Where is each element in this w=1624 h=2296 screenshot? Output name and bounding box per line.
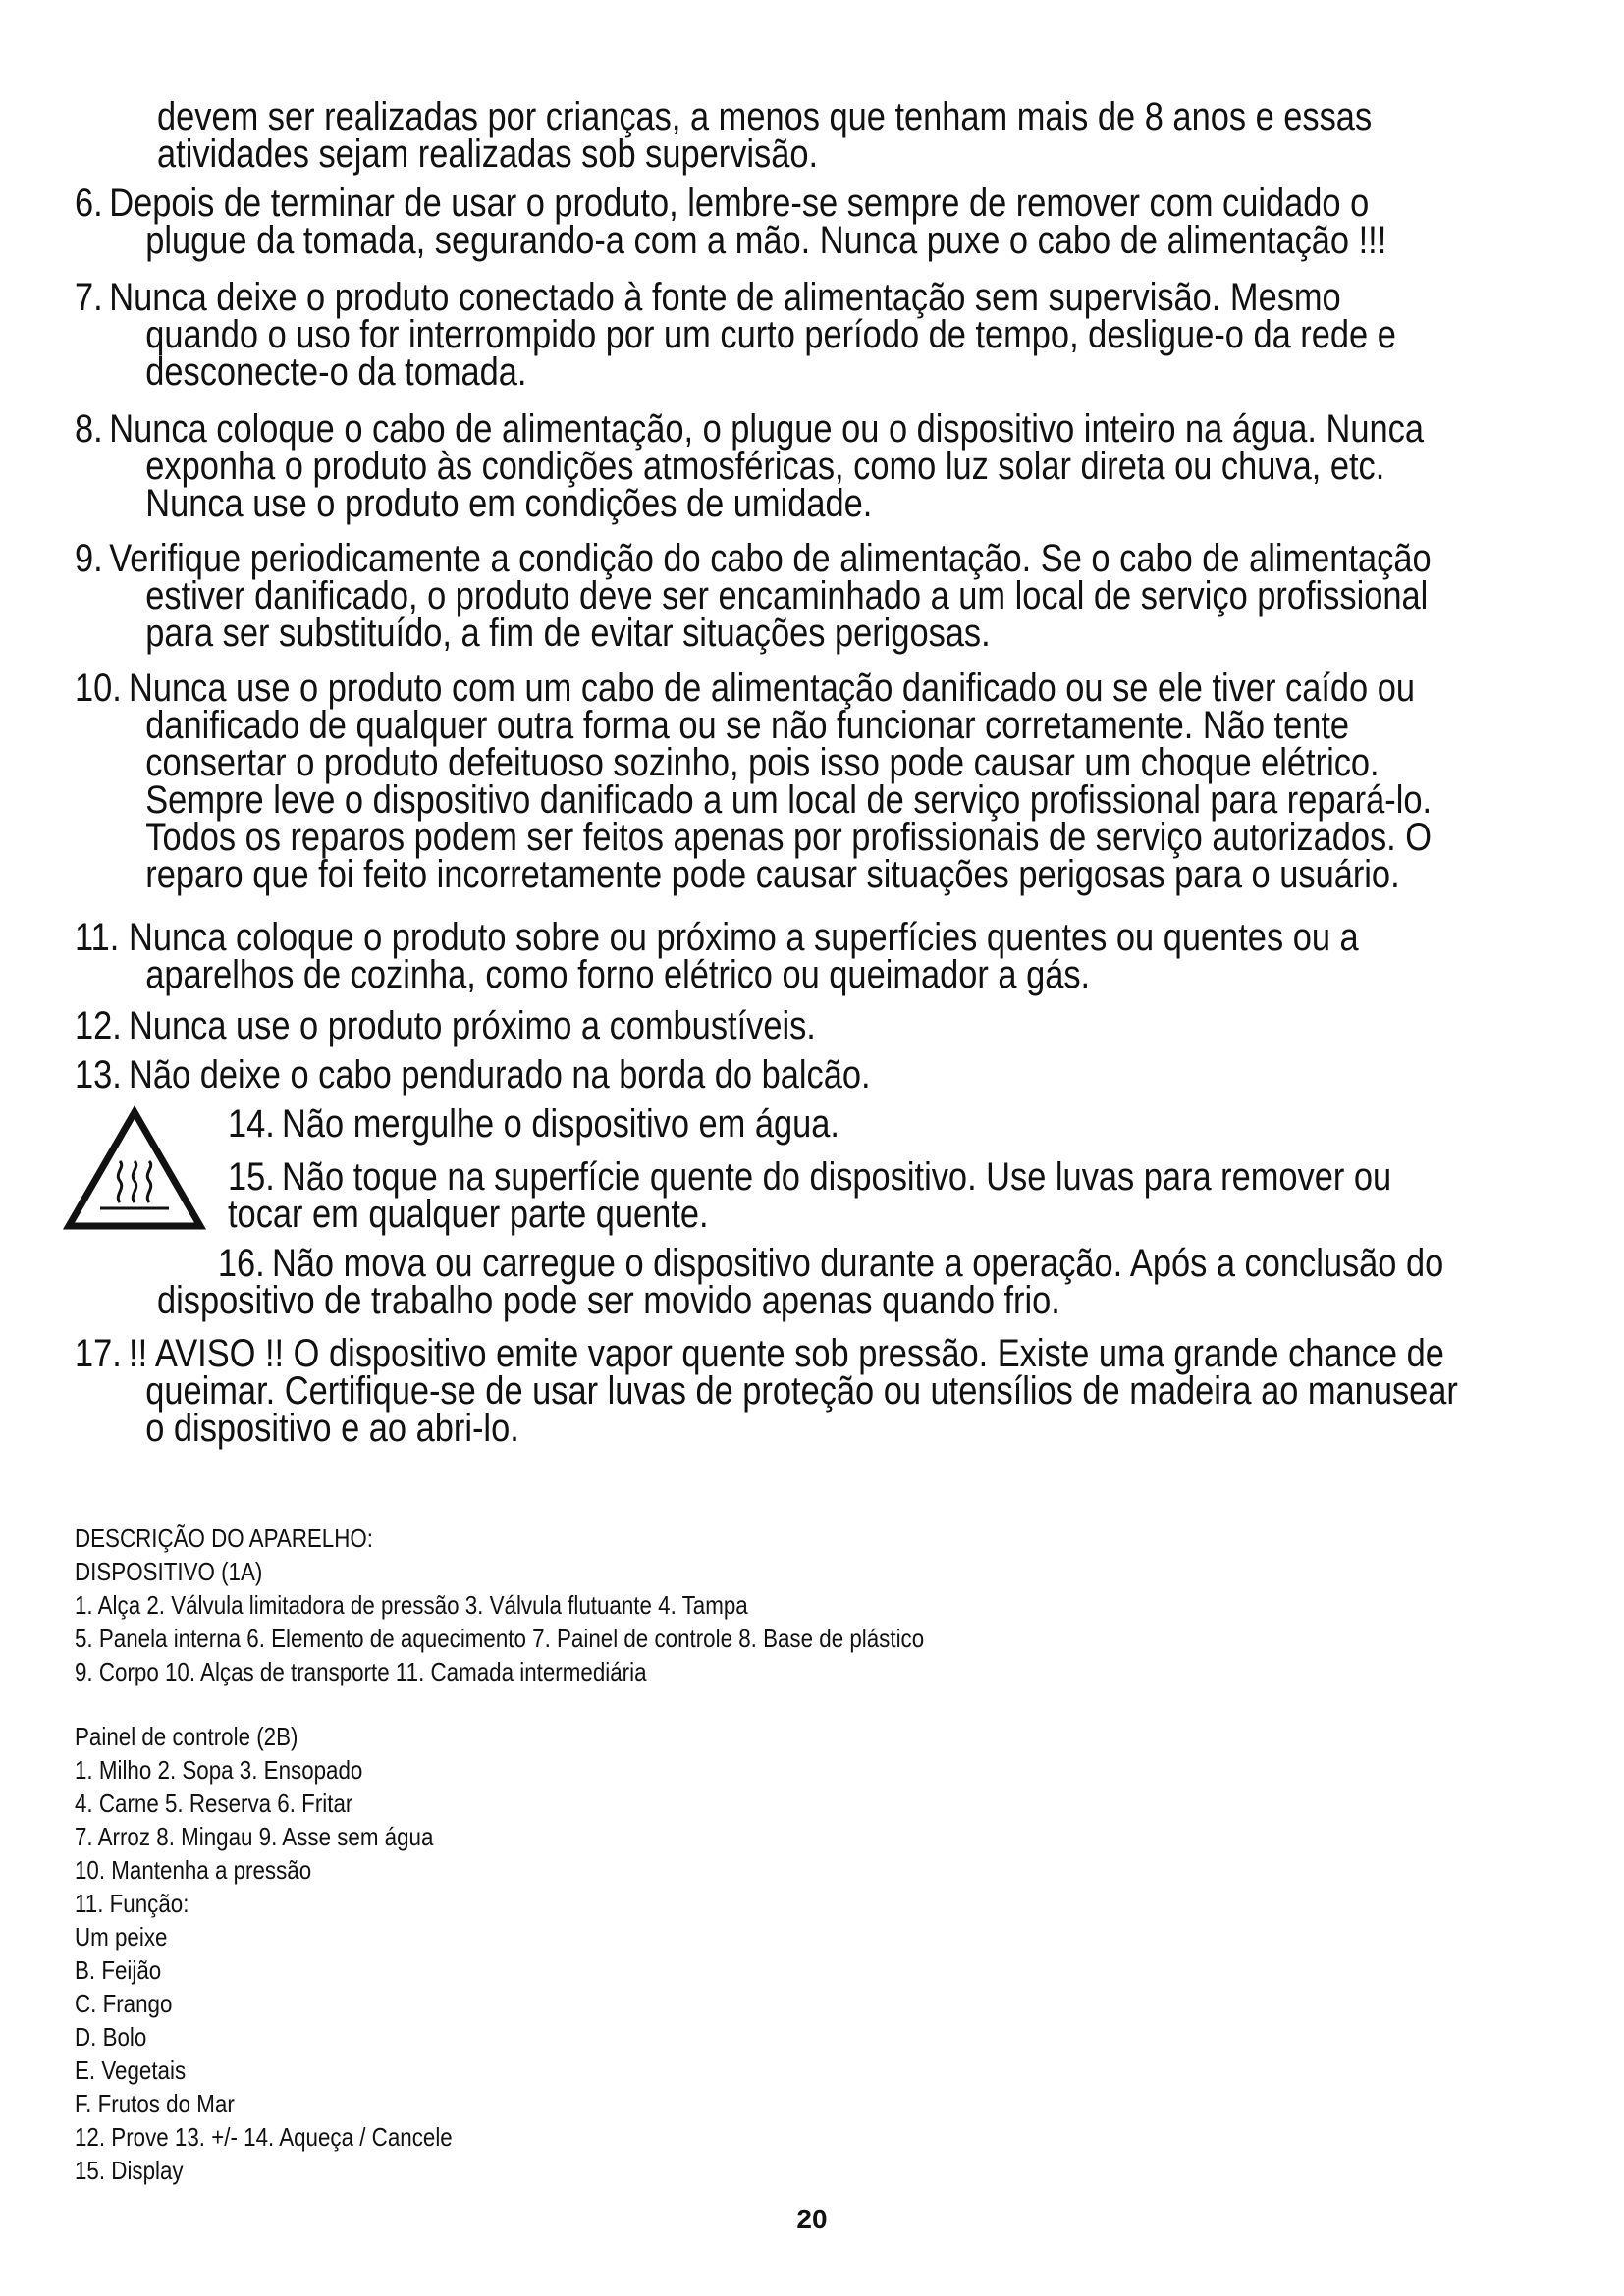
item-number: 6. [75, 182, 103, 225]
item-line: Depois de terminar de usar o produto, lembre-se sempre de remover com cuidado o [109, 182, 1370, 225]
control-panel-line: 10. Mantenha a pressão [75, 1855, 312, 1885]
item-line: reparo que foi feito incorretamente pode causar situações perigosas para o usuário. [145, 853, 1400, 896]
description-subheading: DISPOSITIVO (1A) [75, 1557, 263, 1586]
item-number: 12. [75, 1004, 122, 1047]
control-panel-line: 15. Display [75, 2156, 184, 2185]
item-number: 9. [75, 537, 103, 580]
control-panel-line: F. Frutos do Mar [75, 2089, 235, 2118]
list-item-15 [228, 1155, 1392, 1236]
item-line: danificado de qualquer outra forma ou se não funcionar corretamente. Não tente [145, 704, 1350, 747]
intro-paragraph [157, 95, 1373, 176]
control-panel-line: 7. Arroz 8. Mingau 9. Asse sem água [75, 1822, 434, 1851]
list-item-16 [157, 1242, 1444, 1322]
list-item-14 [228, 1102, 839, 1146]
control-panel-line: C. Frango [75, 1989, 173, 2018]
list-item-7 [75, 276, 1396, 394]
control-panel-line: 11. Função: [75, 1889, 189, 1918]
item-line: Não deixe o cabo pendurado na borda do balcão. [129, 1053, 871, 1096]
item-line: para ser substituído, a fim de evitar situações perigosas. [145, 612, 991, 655]
intro-line: atividades sejam realizadas sob supervisão. [157, 133, 819, 176]
item-line: Nunca deixe o produto conectado à fonte de alimentação sem supervisão. Mesmo [109, 276, 1341, 319]
control-panel-line: D. Bolo [75, 2022, 147, 2052]
item-line: Nunca use o produto com um cabo de alimentação danificado ou se ele tiver caído ou [129, 667, 1415, 710]
list-item-12 [75, 1004, 816, 1047]
description-line: 5. Panela interna 6. Elemento de aquecimento 7. Painel de controle 8. Base de plástico [75, 1624, 925, 1653]
item-line: aparelhos de cozinha, como forno elétrico ou queimador a gás. [145, 953, 1091, 996]
item-number: 14. [228, 1102, 275, 1146]
description-heading: DESCRIÇÃO DO APARELHO: [75, 1523, 374, 1553]
list-item-11 [75, 916, 1359, 996]
item-number: 17. [75, 1332, 122, 1375]
device-description [75, 1522, 924, 1688]
item-line: Nunca coloque o cabo de alimentação, o plugue ou o dispositivo inteiro na água. Nunca [109, 407, 1424, 451]
item-line: desconecte-o da tomada. [145, 350, 527, 394]
item-number: 13. [75, 1053, 122, 1096]
hot-surface-warning-icon [61, 1104, 208, 1237]
control-panel-line: 12. Prove 13. +/- 14. Aqueça / Cancele [75, 2122, 453, 2152]
item-line: !! AVISO !! O dispositivo emite vapor quente sob pressão. Existe uma grande chance de [129, 1332, 1444, 1375]
item-number: 10. [75, 667, 122, 710]
item-line: plugue da tomada, segurando-a com a mão. Nunca puxe o cabo de alimentação !!! [145, 219, 1387, 262]
item-number: 11. [75, 916, 120, 959]
item-line: Verifique periodicamente a condição do cabo de alimentação. Se o cabo de alimentação [109, 537, 1432, 580]
intro-line: devem ser realizadas por crianças, a menos que tenham mais de 8 anos e essas [157, 95, 1373, 138]
control-panel-line: Um peixe [75, 1922, 168, 1951]
item-line: Não mergulhe o dispositivo em água. [282, 1102, 839, 1146]
control-panel-line: 1. Milho 2. Sopa 3. Ensopado [75, 1755, 363, 1785]
item-line: o dispositivo e ao abri-lo. [145, 1407, 519, 1450]
control-panel-line: 4. Carne 5. Reserva 6. Fritar [75, 1789, 353, 1818]
list-item-17 [75, 1332, 1458, 1450]
item-line: Não toque na superfície quente do dispositivo. Use luvas para remover ou [282, 1155, 1392, 1199]
list-item-8 [75, 407, 1424, 525]
control-panel-heading: Painel de controle (2B) [75, 1722, 298, 1751]
item-line: Nunca use o produto em condições de umidade. [145, 482, 873, 525]
item-number: 7. [75, 276, 103, 319]
page-number: 20 [796, 2204, 828, 2234]
control-panel-line: E. Vegetais [75, 2056, 187, 2085]
item-line: Nunca coloque o produto sobre ou próximo a superfícies quentes ou quentes ou a [129, 916, 1359, 959]
control-panel-line: B. Feijão [75, 1955, 162, 1985]
item-line: Não mova ou carregue o dispositivo durante a operação. Após a conclusão do [271, 1242, 1444, 1285]
list-item-9 [75, 537, 1432, 655]
item-number: 8. [75, 407, 103, 451]
item-number: 16. [217, 1242, 265, 1285]
item-line: consertar o produto defeituoso sozinho, pois isso pode causar um choque elétrico. [145, 741, 1380, 784]
item-line: Nunca use o produto próximo a combustíveis. [129, 1004, 816, 1047]
item-line: tocar em qualquer parte quente. [228, 1193, 709, 1236]
item-line: dispositivo de trabalho pode ser movido apenas quando frio. [157, 1279, 1060, 1322]
item-line: queimar. Certifique-se de usar luvas de proteção ou utensílios de madeira ao manusear [145, 1369, 1458, 1413]
item-line: quando o uso for interrompido por um curto período de tempo, desligue-o da rede e [145, 313, 1396, 356]
list-item-6 [75, 182, 1387, 262]
item-line: Sempre leve o dispositivo danificado a um local de serviço profissional para repará-lo. [145, 778, 1433, 822]
description-line: 1. Alça 2. Válvula limitadora de pressão 3. Válvula flutuante 4. Tampa [75, 1590, 748, 1620]
list-item-13 [75, 1053, 871, 1096]
description-line: 9. Corpo 10. Alças de transporte 11. Camada intermediária [75, 1657, 647, 1686]
item-line: exponha o produto às condições atmosféricas, como luz solar direta ou chuva, etc. [145, 445, 1385, 488]
item-line: estiver danificado, o produto deve ser encaminhado a um local de serviço profissional [145, 574, 1429, 617]
control-panel-description [75, 1720, 453, 2187]
item-number: 15. [228, 1155, 275, 1199]
list-item-10 [75, 667, 1433, 896]
item-line: Todos os reparos podem ser feitos apenas por profissionais de serviço autorizados. O [145, 816, 1433, 859]
